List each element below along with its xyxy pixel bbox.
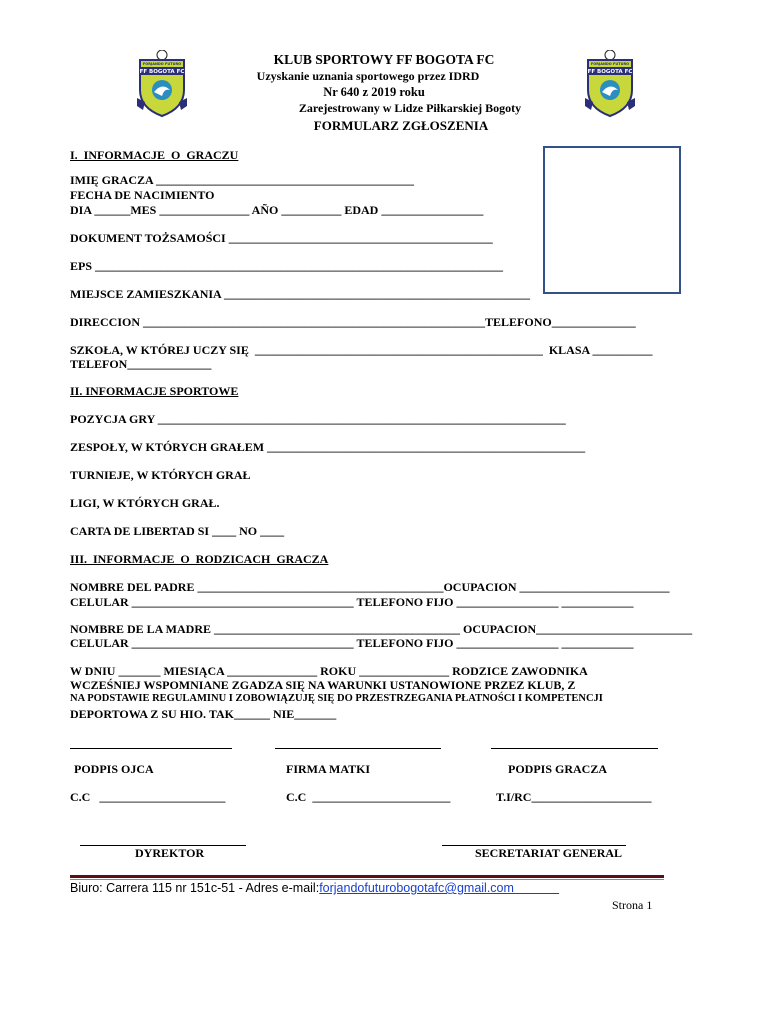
page-number: Strona 1: [612, 898, 653, 912]
section-3-title: III. INFORMACJE O RODZICACH GRACZA: [70, 552, 329, 566]
father-name-field: NOMBRE DEL PADRE _________________________________________OCUPACION _________________________: [70, 580, 670, 594]
form-title: FORMULARZ ZGŁOSZENIA: [313, 118, 489, 133]
secretariat-label: SECRETARIAT GENERAL: [475, 846, 623, 860]
club-name: KLUB SPORTOWY FF BOGOTA FC: [273, 52, 495, 67]
director-label: DYREKTOR: [135, 846, 205, 860]
photo-box: [543, 146, 681, 294]
league-registration: Zarejestrowany w Lidze Piłkarskiej Bogoty: [298, 101, 522, 115]
player-signature-line: [491, 748, 658, 749]
footer-address-text: Biuro: Carrera 115 nr 151c-51 - Adres e-mail:: [70, 881, 320, 895]
leagues-field: LIGI, W KTÓRYCH GRAŁ.: [70, 496, 220, 510]
consent-line-1: W DNIU _______ MIESIĄCA _______________ ROKU _______________ RODZICE ZAWODNIKA: [70, 664, 588, 678]
footer-rule-thin: [70, 879, 664, 880]
email-link[interactable]: forjandofuturobogotafc@gmail.com: [319, 881, 514, 895]
teams-field: ZESPOŁY, W KTÓRYCH GRAŁEM _____________________________________________________: [70, 440, 586, 454]
player-signature-label: PODPIS GRACZA: [508, 762, 608, 776]
mother-signature-line: [275, 748, 441, 749]
birth-date-label: FECHA DE NACIMIENTO: [70, 188, 215, 202]
footer-address: [70, 881, 559, 895]
residence-field: MIEJSCE ZAMIESZKANIA ___________________________________________________: [70, 287, 531, 301]
father-phone-field: CELULAR _____________________________________ TELEFONO FIJO _________________ ____________: [70, 595, 634, 609]
mother-signature-label: FIRMA MATKI: [286, 762, 371, 776]
logo-text: FF BOGOTA FC: [139, 69, 185, 75]
section-2-title: II. INFORMACJE SPORTOWE: [70, 384, 239, 398]
school-class-field: SZKOŁA, W KTÓREJ UCZY SIĘ ________________________________________________ KLASA __________: [70, 343, 653, 357]
player-name-field: IMIĘ GRACZA ___________________________________________: [70, 173, 415, 187]
logo-text-top: FORJANDO FUTURO: [142, 62, 182, 66]
father-signature-label: PODPIS OJCA: [74, 762, 154, 776]
footer-rule: [70, 875, 664, 878]
mother-phone-field: CELULAR _____________________________________ TELEFONO FIJO _________________ ____________: [70, 636, 634, 650]
consent-line-3: NA PODSTAWIE REGULAMINU I ZOBOWIĄZUJĘ SIĘ DO PRZESTRZEGANIA PŁATNOŚCI I KOMPETENCJI: [70, 693, 603, 704]
email-underline-tail: [514, 881, 559, 895]
section-1-title: I. INFORMACJE O GRACZU: [70, 148, 239, 162]
logo-text-top: FORJANDO FUTURO: [590, 62, 630, 66]
release-letter-field: CARTA DE LIBERTAD SI ____ NO ____: [70, 524, 285, 538]
position-field: POZYCJA GRY ____________________________________________________________________: [70, 412, 566, 426]
school-phone-field: TELEFON______________: [70, 357, 212, 371]
eps-field: EPS ____________________________________________________________________: [70, 259, 504, 273]
player-ti-field: T.I/RC____________________: [496, 790, 652, 804]
mother-name-field: NOMBRE DE LA MADRE _________________________________________ OCUPACION__________________________: [70, 622, 693, 636]
registration-number: Nr 640 z 2019 roku: [323, 85, 425, 99]
id-document-field: DOKUMENT TOŻSAMOŚCI ____________________________________________: [70, 231, 493, 245]
recognition-text: Uzyskanie uznania sportowego przez IDRD: [256, 69, 480, 83]
address-phone-field: DIRECCION _________________________________________________________TELEFONO______________: [70, 315, 636, 329]
mother-cc-field: C.C _______________________: [286, 790, 451, 804]
birth-date-field: DIA ______MES _______________ AÑO __________ EDAD _________________: [70, 203, 484, 217]
tournaments-field: TURNIEJE, W KTÓRYCH GRAŁ: [70, 468, 251, 482]
consent-line-4: DEPORTOWA Z SU HIO. TAK______ NIE_______: [70, 707, 337, 721]
father-cc-field: C.C _____________________: [70, 790, 226, 804]
consent-line-2: WCZEŚNIEJ WSPOMNIANE ZGADZA SIĘ NA WARUNKI USTANOWIONE PRZEZ KLUB, Z: [70, 678, 576, 692]
father-signature-line: [70, 748, 232, 749]
logo-text: FF BOGOTA FC: [587, 69, 633, 75]
